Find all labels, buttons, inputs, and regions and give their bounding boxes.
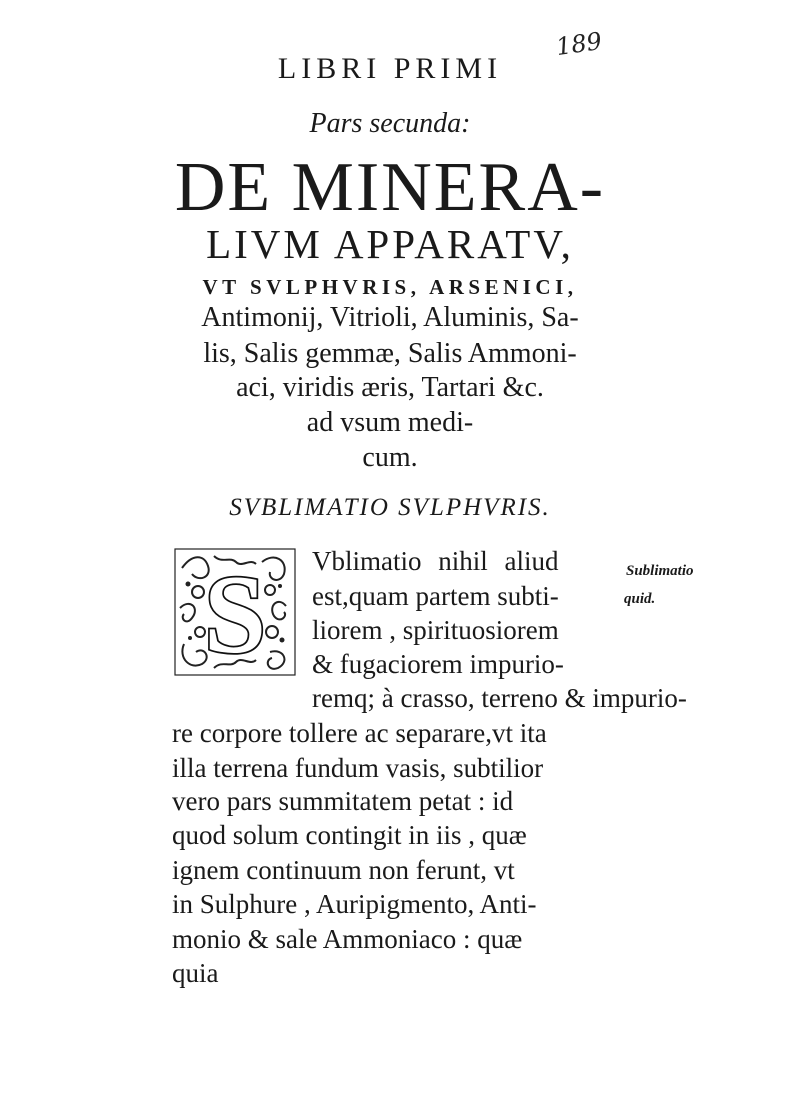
body-line: vero pars summitatem petat : id [172,786,514,816]
title-line-3: VT SVLPHVRIS, ARSENICI, [202,275,578,299]
title-line-1: DE MINERA- [174,149,606,226]
body-line: & fugaciorem impurio- [312,649,564,679]
body-line: quod solum contingit in iis , quæ [172,820,527,850]
folio-number: 189 [554,26,604,62]
body-line: est,quam partem subti- [312,581,559,611]
subtitle-line: lis, Salis gemmæ, Salis Ammoni- [203,338,577,369]
body-line: quia [172,958,219,988]
body-line: liorem , spirituosiorem [312,615,559,645]
subtitle-line: ad vsum medi- [306,407,474,438]
body-line: monio & sale Ammoniaco : quæ [172,924,523,954]
subtitle-line: Antimonij, Vitrioli, Aluminis, Sa- [201,302,579,333]
body-line: in Sulphure , Auripigmento, Anti- [172,889,537,919]
body-line: remq; à crasso, terreno & impurio- [312,683,687,713]
subtitle-line: cum. [362,442,418,473]
body-line: ignem continuum non ferunt, vt [172,855,515,885]
body-line: Vblimatio nihil aliud [312,546,559,576]
title-line-2: LIVM APPARATV, [206,221,574,267]
drop-cap-ornament [174,548,296,676]
subtitle-line: aci, viridis æris, Tartari &c. [236,372,544,403]
body-line: re corpore tollere ac separare,vt ita [172,718,547,748]
running-head: LIBRI PRIMI [277,52,503,85]
drop-cap-letter: S [203,553,267,676]
marginal-note: quid. [624,591,656,607]
body-line: illa terrena fundum vasis, subtilior [172,753,544,783]
part-label: Pars secunda: [309,108,471,139]
section-heading: SVBLIMATIO SVLPHVRIS. [229,494,551,521]
marginal-note: Sublimatio [626,563,694,579]
